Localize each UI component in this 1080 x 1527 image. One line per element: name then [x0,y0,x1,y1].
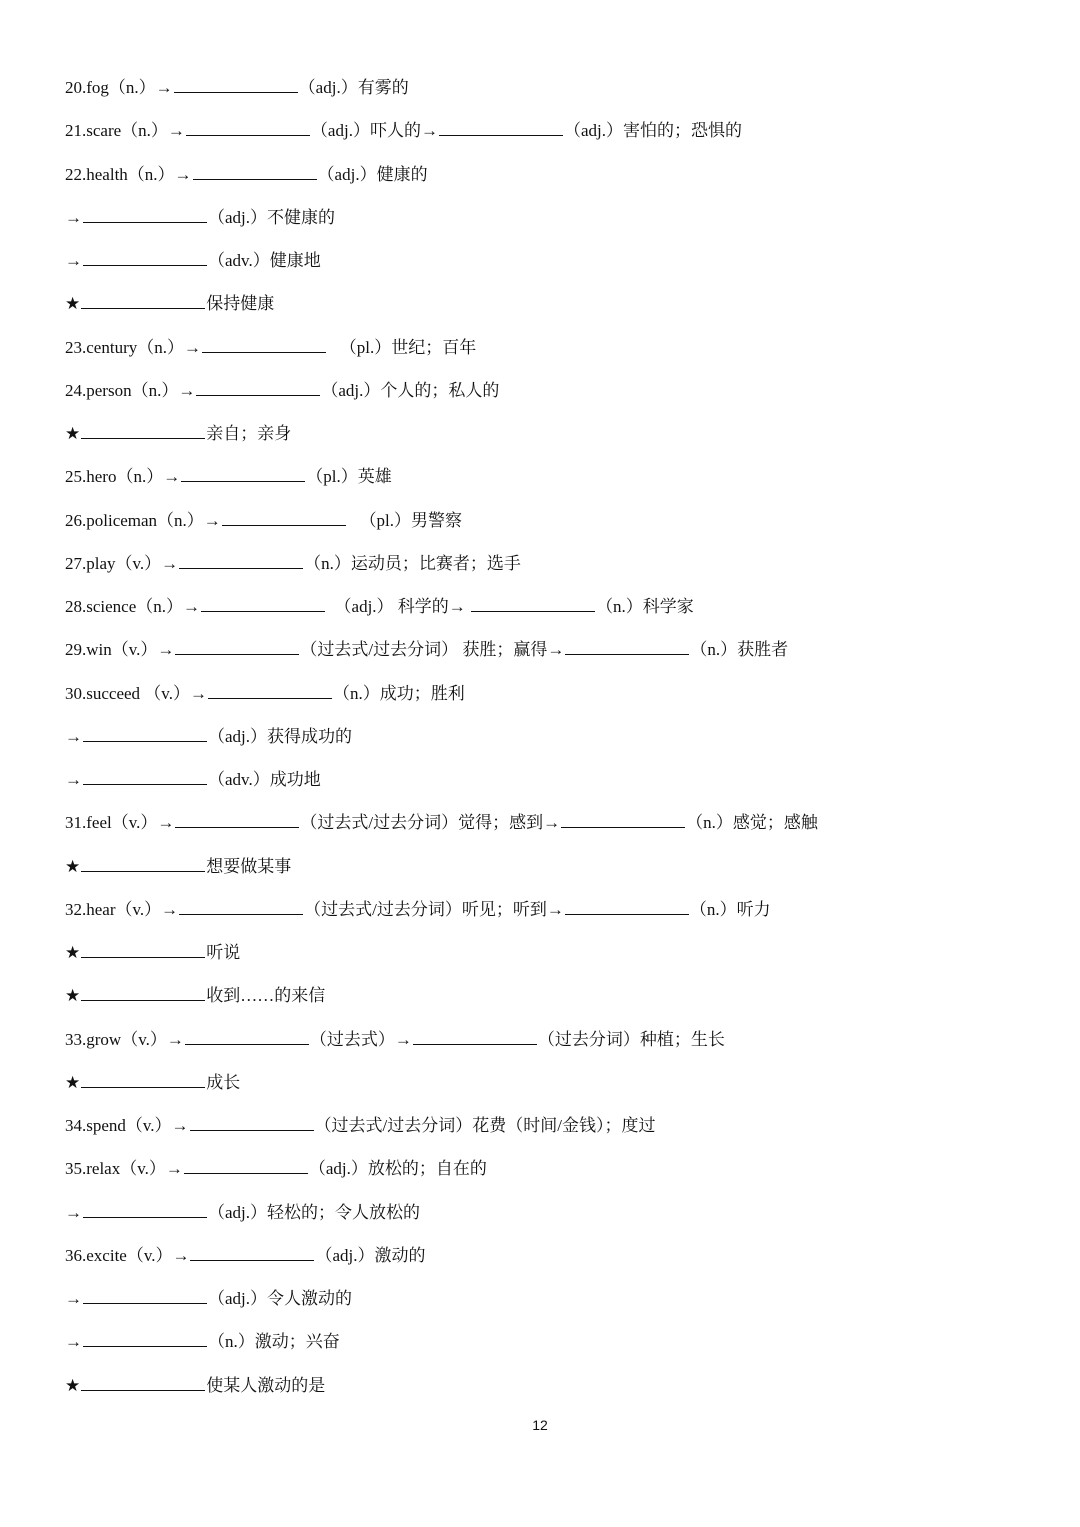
answer-blank[interactable] [175,637,299,655]
answer-blank[interactable] [565,897,689,915]
line-text: → [65,251,82,270]
worksheet-line [65,1195,1025,1238]
line-text: （n.）激动；兴奋 [208,1332,340,1352]
line-text: （adj.）害怕的；恐惧的 [563,121,742,141]
worksheet-line [65,1238,1025,1281]
worksheet-line [65,632,1025,675]
line-text: 34.spend（v.）→ [65,1116,189,1135]
answer-blank[interactable] [81,1373,205,1391]
worksheet-line [65,459,1025,502]
line-text: 33.grow（v.）→ [65,1029,184,1049]
line-text: （过去式/过去分词）花费（时间/金钱）；度过 [314,1116,656,1135]
line-text: （adj.）个人的；私人的 [321,380,500,400]
worksheet-line [65,935,1025,978]
line-text: 25.hero（n.）→ [65,467,181,487]
line-text: → [65,1332,82,1352]
answer-blank[interactable] [208,681,332,699]
line-text: （pl.）男警察 [346,510,463,530]
line-text: ★ [65,1072,81,1092]
worksheet-line [65,978,1025,1021]
answer-blank[interactable] [174,75,298,93]
line-text: （过去式）→ [309,1029,412,1049]
line-text: 22.health（n.）→ [65,164,192,184]
line-text: ★ [65,1375,81,1395]
worksheet-line [65,1324,1025,1367]
worksheet-line [65,70,1025,113]
answer-blank[interactable] [83,1286,207,1304]
line-text: 24.person（n.）→ [65,380,196,400]
answer-blank[interactable] [471,594,595,612]
line-text: （n.）运动员；比赛者；选手 [304,553,521,573]
line-text: → [65,726,82,746]
line-text: （adj.）轻松的；令人放松的 [208,1202,421,1222]
line-text: ★ [65,856,81,876]
answer-blank[interactable] [196,378,320,396]
answer-blank[interactable] [561,810,685,828]
answer-blank[interactable] [190,1243,314,1261]
worksheet-line [65,1022,1025,1065]
line-text: （adj.）放松的；自在的 [308,1159,487,1179]
line-text: ★ [65,943,81,962]
line-text: 35.relax（v.）→ [65,1159,183,1179]
answer-blank[interactable] [81,421,205,439]
line-text: （adv.）健康地 [208,251,321,270]
worksheet-line [65,1368,1025,1411]
worksheet-line [65,503,1025,546]
line-text: 保持健康 [206,294,275,314]
line-text: → [65,770,82,789]
line-text: 23.century（n.）→ [65,337,201,357]
answer-blank[interactable] [83,248,207,266]
worksheet-lines [65,70,1025,1411]
line-text: （adv.）成功地 [208,770,321,789]
page-number: 12 [532,1417,548,1433]
worksheet-line [65,762,1025,805]
line-text: （adj.）激动的 [315,1245,426,1265]
answer-blank[interactable] [81,291,205,309]
line-text: 使某人激动的是 [206,1375,326,1395]
worksheet-line [65,200,1025,243]
line-text: （n.）听力 [689,899,771,919]
line-text: → [65,1289,82,1308]
line-text: （n.）成功；胜利 [332,683,465,703]
line-text: 听说 [206,943,241,962]
worksheet-line [65,589,1025,632]
line-text: （过去式/过去分词） 获胜；赢得→ [300,640,565,660]
line-text: （adj.）有雾的 [298,78,409,97]
line-text: 收到……的来信 [206,986,326,1006]
answer-blank[interactable] [201,594,325,612]
answer-blank[interactable] [186,118,310,136]
worksheet-line [65,849,1025,892]
answer-blank[interactable] [202,335,326,353]
worksheet-line [65,676,1025,719]
line-text: （过去分词）种植；生长 [537,1029,725,1049]
line-text: 20.fog（n.）→ [65,78,173,97]
line-text: ★ [65,986,81,1006]
line-text: 29.win（v.）→ [65,640,175,660]
worksheet-line [65,1281,1025,1324]
worksheet-line [65,157,1025,200]
answer-blank[interactable] [83,724,207,742]
answer-blank[interactable] [81,940,205,958]
answer-blank[interactable] [413,1027,537,1045]
answer-blank[interactable] [179,897,303,915]
line-text: （adj.）健康的 [317,164,428,184]
line-text: 亲自；亲身 [206,424,292,443]
line-text: （pl.）英雄 [306,467,392,487]
line-text: 31.feel（v.）→ [65,813,175,833]
answer-blank[interactable] [181,464,305,482]
answer-blank[interactable] [179,551,303,569]
answer-blank[interactable] [184,1156,308,1174]
answer-blank[interactable] [83,205,207,223]
line-text: 36.excite（v.）→ [65,1245,190,1265]
answer-blank[interactable] [81,854,205,872]
answer-blank[interactable] [83,767,207,785]
line-text: ★ [65,424,81,443]
line-text: → [65,207,82,227]
worksheet-line [65,805,1025,848]
line-text: （n.）获胜者 [690,640,789,660]
line-text: 27.play（v.）→ [65,553,179,573]
line-text: 28.science（n.）→ [65,597,201,616]
line-text: （adj.）吓人的→ [310,121,438,141]
worksheet-line [65,113,1025,156]
line-text: 32.hear（v.）→ [65,899,179,919]
line-text: （n.）感觉；感触 [686,813,818,833]
line-text: （adj.）令人激动的 [208,1289,353,1308]
worksheet-line [65,719,1025,762]
worksheet-line [65,1108,1025,1151]
line-text: 成长 [206,1072,241,1092]
line-text: （过去式/过去分词）觉得；感到→ [300,813,561,833]
line-text: （过去式/过去分词）听见；听到→ [304,899,564,919]
line-text: （adj.） 科学的→ [326,597,471,616]
answer-blank[interactable] [81,1070,205,1088]
line-text: 26.policeman（n.）→ [65,510,221,530]
worksheet-line [65,243,1025,286]
worksheet-line [65,546,1025,589]
line-text: → [65,1202,82,1222]
line-text: （pl.）世纪；百年 [326,337,477,357]
answer-blank[interactable] [190,1113,314,1131]
answer-blank[interactable] [81,983,205,1001]
answer-blank[interactable] [175,810,299,828]
answer-blank[interactable] [222,508,346,526]
worksheet-line [65,1151,1025,1194]
line-text: ★ [65,294,81,314]
line-text: （n.）科学家 [596,597,694,616]
answer-blank[interactable] [83,1200,207,1218]
answer-blank[interactable] [565,637,689,655]
worksheet-line [65,286,1025,329]
line-text: （adj.）获得成功的 [208,726,353,746]
worksheet-line [65,330,1025,373]
line-text: （adj.）不健康的 [208,207,336,227]
answer-blank[interactable] [83,1329,207,1347]
answer-blank[interactable] [439,118,563,136]
line-text: 21.scare（n.）→ [65,121,185,141]
worksheet-line [65,1065,1025,1108]
worksheet-line [65,373,1025,416]
answer-blank[interactable] [193,162,317,180]
line-text: 想要做某事 [206,856,292,876]
worksheet-line [65,892,1025,935]
worksheet-line [65,416,1025,459]
answer-blank[interactable] [185,1027,309,1045]
line-text: 30.succeed （v.）→ [65,683,207,703]
